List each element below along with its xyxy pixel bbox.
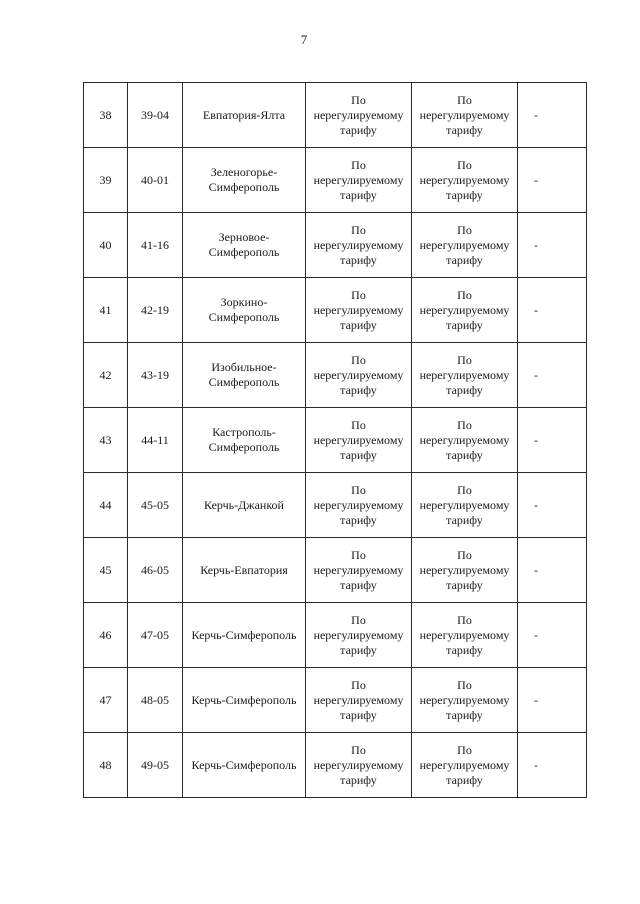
route-code-text: 41-16 (141, 237, 169, 252)
route-name-text: Евпатория-Ялта (202, 107, 286, 122)
route-name-cell (183, 148, 306, 213)
route-code-text: 39-04 (141, 107, 169, 122)
tariff-type-b-cell (412, 668, 518, 733)
row-number-text: 40 (99, 237, 112, 252)
row-number-text: 39 (99, 172, 112, 187)
route-code-text: 49-05 (141, 757, 169, 772)
tariff-type-b-text: По нерегулируемому тарифу (419, 482, 510, 527)
route-name-cell (183, 538, 306, 603)
route-code-text: 48-05 (141, 692, 169, 707)
tariff-type-a-text: По нерегулируемому тарифу (313, 482, 404, 527)
tariff-type-a-text: По нерегулируемому тарифу (313, 547, 404, 592)
tariff-type-b-cell (412, 408, 518, 473)
row-number-cell (84, 603, 128, 668)
tariff-type-b-cell (412, 473, 518, 538)
tariff-type-a-cell (306, 408, 412, 473)
tariff-type-b-cell (412, 83, 518, 148)
routes-table (83, 82, 587, 798)
row-number-cell (84, 278, 128, 343)
note-text: - (534, 563, 538, 577)
tariff-type-a-text: По нерегулируемому тарифу (313, 222, 404, 267)
row-number-cell (84, 668, 128, 733)
route-code-text: 40-01 (141, 172, 169, 187)
route-code-cell (128, 603, 183, 668)
route-name-cell (183, 668, 306, 733)
route-code-cell (128, 83, 183, 148)
table-row (84, 148, 587, 213)
note-text: - (534, 108, 538, 122)
route-name-text: Керчь-Симферополь (191, 627, 297, 642)
tariff-type-b-cell (412, 278, 518, 343)
row-number-text: 46 (99, 627, 112, 642)
row-number-cell (84, 408, 128, 473)
table-row (84, 668, 587, 733)
tariff-type-a-cell (306, 83, 412, 148)
row-number-cell (84, 733, 128, 798)
table-row (84, 408, 587, 473)
tariff-type-b-text: По нерегулируемому тарифу (419, 547, 510, 592)
note-text: - (534, 368, 538, 382)
route-code-cell (128, 408, 183, 473)
route-code-text: 47-05 (141, 627, 169, 642)
tariff-type-a-cell (306, 343, 412, 408)
tariff-type-b-cell (412, 148, 518, 213)
tariff-type-a-cell (306, 148, 412, 213)
route-code-cell (128, 278, 183, 343)
tariff-type-b-cell (412, 603, 518, 668)
route-name-text: Кастрополь- Симферополь (208, 425, 280, 454)
tariff-type-b-text: По нерегулируемому тарифу (419, 417, 510, 462)
tariff-type-b-text: По нерегулируемому тарифу (419, 742, 510, 787)
tariff-type-a-cell (306, 668, 412, 733)
route-name-cell (183, 603, 306, 668)
tariff-type-a-cell (306, 213, 412, 278)
tariff-type-a-cell (306, 733, 412, 798)
route-name-cell (183, 213, 306, 278)
tariff-type-b-text: По нерегулируемому тарифу (419, 612, 510, 657)
table-row (84, 603, 587, 668)
row-number-text: 43 (99, 432, 112, 447)
note-cell (518, 668, 587, 733)
tariff-type-b-cell (412, 343, 518, 408)
tariff-type-b-text: По нерегулируемому тарифу (419, 352, 510, 397)
note-text: - (534, 498, 538, 512)
note-cell (518, 408, 587, 473)
route-name-cell (183, 278, 306, 343)
note-text: - (534, 433, 538, 447)
route-code-text: 44-11 (141, 432, 169, 447)
route-code-text: 45-05 (141, 497, 169, 512)
route-name-cell (183, 733, 306, 798)
note-text: - (534, 693, 538, 707)
tariff-type-b-cell (412, 538, 518, 603)
route-code-cell (128, 148, 183, 213)
row-number-cell (84, 343, 128, 408)
note-text: - (534, 238, 538, 252)
row-number-cell (84, 538, 128, 603)
route-name-text: Зерновое- Симферополь (208, 230, 280, 259)
tariff-type-a-text: По нерегулируемому тарифу (313, 677, 404, 722)
table-row (84, 473, 587, 538)
row-number-text: 38 (99, 107, 112, 122)
tariff-type-a-text: По нерегулируемому тарифу (313, 352, 404, 397)
tariff-type-b-text: По нерегулируемому тарифу (419, 157, 510, 202)
route-code-cell (128, 538, 183, 603)
table-row (84, 213, 587, 278)
route-code-cell (128, 668, 183, 733)
row-number-text: 48 (99, 757, 112, 772)
row-number-text: 47 (99, 692, 112, 707)
tariff-type-a-text: По нерегулируемому тарифу (313, 92, 404, 137)
note-cell (518, 83, 587, 148)
page-number: 7 (300, 32, 308, 47)
route-name-text: Керчь-Симферополь (191, 757, 297, 772)
row-number-cell (84, 473, 128, 538)
route-code-cell (128, 733, 183, 798)
note-text: - (534, 758, 538, 772)
note-cell (518, 473, 587, 538)
route-name-text: Керчь-Евпатория (200, 562, 288, 577)
note-text: - (534, 628, 538, 642)
tariff-type-a-cell (306, 278, 412, 343)
route-name-cell (183, 343, 306, 408)
tariff-type-b-text: По нерегулируемому тарифу (419, 677, 510, 722)
row-number-text: 42 (99, 367, 112, 382)
tariff-type-b-text: По нерегулируемому тарифу (419, 222, 510, 267)
route-name-text: Зоркино- Симферополь (208, 295, 280, 324)
tariff-type-b-text: По нерегулируемому тарифу (419, 92, 510, 137)
route-name-text: Изобильное- Симферополь (208, 360, 280, 389)
route-name-text: Керчь-Симферополь (191, 692, 297, 707)
tariff-type-a-text: По нерегулируемому тарифу (313, 612, 404, 657)
note-cell (518, 733, 587, 798)
tariff-type-a-text: По нерегулируемому тарифу (313, 417, 404, 462)
tariff-type-a-cell (306, 603, 412, 668)
row-number-cell (84, 213, 128, 278)
route-code-cell (128, 213, 183, 278)
tariff-type-b-text: По нерегулируемому тарифу (419, 287, 510, 332)
route-code-text: 43-19 (141, 367, 169, 382)
route-code-cell (128, 473, 183, 538)
note-cell (518, 603, 587, 668)
tariff-type-a-text: По нерегулируемому тарифу (313, 287, 404, 332)
note-cell (518, 148, 587, 213)
route-name-cell (183, 408, 306, 473)
table-row (84, 278, 587, 343)
note-cell (518, 213, 587, 278)
route-name-text: Керчь-Джанкой (204, 497, 284, 512)
row-number-text: 44 (99, 497, 112, 512)
route-name-cell (183, 83, 306, 148)
routes-table-body (84, 83, 587, 798)
tariff-type-b-cell (412, 733, 518, 798)
route-code-text: 46-05 (141, 562, 169, 577)
tariff-type-b-cell (412, 213, 518, 278)
tariff-type-a-text: По нерегулируемому тарифу (313, 742, 404, 787)
row-number-text: 41 (99, 302, 112, 317)
route-code-cell (128, 343, 183, 408)
row-number-text: 45 (99, 562, 112, 577)
note-text: - (534, 303, 538, 317)
tariff-type-a-cell (306, 538, 412, 603)
table-row (84, 733, 587, 798)
note-text: - (534, 173, 538, 187)
note-cell (518, 538, 587, 603)
tariff-type-a-text: По нерегулируемому тарифу (313, 157, 404, 202)
row-number-cell (84, 148, 128, 213)
tariff-type-a-cell (306, 473, 412, 538)
table-row (84, 538, 587, 603)
table-row (84, 343, 587, 408)
note-cell (518, 343, 587, 408)
note-cell (518, 278, 587, 343)
row-number-cell (84, 83, 128, 148)
table-row (84, 83, 587, 148)
route-name-cell (183, 473, 306, 538)
route-code-text: 42-19 (141, 302, 169, 317)
route-name-text: Зеленогорье- Симферополь (208, 165, 280, 194)
